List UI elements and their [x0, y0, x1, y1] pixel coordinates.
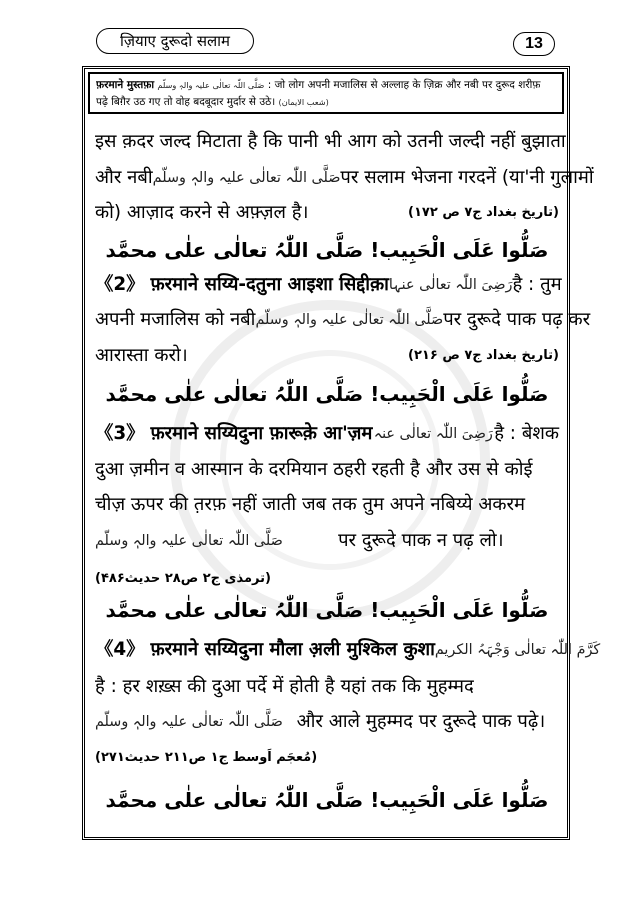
- page-number: 13: [525, 35, 543, 52]
- durood-line-3: صَلُّوا عَلَی الْحَبِیب! صَلَّی اللّٰہُ تعالٰی علٰی محمَّد: [105, 598, 549, 622]
- hadith2-line2-b: पर दुरूदे पाक पढ़ कर: [443, 309, 591, 330]
- hadith3-heading: फ़रमाने सय्यिदुना फ़ारूक़े आ'ज़म: [150, 423, 373, 444]
- salawat-3: صَلَّی اللّٰہ تعالٰی علیہ والہٖ وسلّم: [95, 533, 283, 549]
- hadith4-reference-row: [95, 742, 559, 772]
- hadith2-line-3: [95, 342, 559, 370]
- hadith3-line-4: [95, 527, 559, 555]
- hadith4-line-2: है : हर शख़्स की दुआ पर्दे में होती है यहां तक कि मुहम्मद: [95, 676, 474, 697]
- hadith3-honorific: رَضِیَ اللّٰہ تعالٰی عنہ: [373, 426, 493, 442]
- durood-line-1: صَلُّوا عَلَی الْحَبِیب! صَلَّی اللّٰہُ تعالٰی علٰی محمَّد: [105, 238, 549, 262]
- top-box-source: (شعب الایمان): [278, 97, 329, 107]
- book-title-badge: [96, 28, 254, 54]
- para1-reference: (تاریخ بغداد ج۷ ص ۱۷۲): [408, 205, 559, 220]
- hadith4-line-3: [95, 708, 559, 736]
- top-box-line-2: [96, 94, 556, 111]
- top-box-text-1: : जो लोग अपनी मजालिस से अल्लाह के ज़िक्र और नबी पर दुरूद शरीफ़: [267, 79, 541, 91]
- para1-line-1: इस क़दर जल्द मिटाता है कि पानी भी आग को उतनी जल्दी नहीं बुझाता: [95, 131, 566, 152]
- hadith2-heading-tail: है : तुम: [512, 274, 562, 295]
- salawat-2: صَلَّی اللّٰہ تعالٰی علیہ والہٖ وسلّم: [255, 312, 444, 328]
- top-hadith-box: [88, 72, 564, 114]
- hadith3-line4-text: पर दुरूदे पाक न पढ़ लो।: [338, 530, 504, 551]
- hadith2-line-2: [95, 306, 591, 334]
- hadith3-line-1: [95, 420, 559, 448]
- para1-line2-b: पर सलाम भेजना गरदनें (या'नी गुलामों: [340, 167, 594, 188]
- hadith4-honorific: کَرَّمَ اللّٰہ تعالٰی وَجْہَہُ الکریم: [434, 642, 601, 658]
- para1-line2-a: और नबी: [95, 167, 153, 188]
- hadith2-line2-a: अपनी मजालिस को नबी: [95, 309, 256, 330]
- durood-line-2: صَلُّوا عَلَی الْحَبِیب! صَلَّی اللّٰہُ تعالٰی علٰی محمَّد: [105, 382, 549, 406]
- hadith4-line3-b: और आले मुहम्मद पर दुरूदे पाक पढ़े।: [296, 711, 546, 732]
- hadith2-reference: (تاریخ بغداد ج۷ ص ۲۱۶): [408, 348, 559, 363]
- top-box-line-1: [96, 77, 556, 94]
- top-box-text-2: पढ़े बिग़ैर उठ गए तो वोह बदबूदार मुर्दार से उठे।: [96, 96, 276, 108]
- salawat-1: صَلَّی اللّٰہ تعالٰی علیہ والہٖ وسلّم: [152, 170, 341, 186]
- top-box-salutation: صَلَّی اللّٰہ تعالٰی علیہ والہٖ وسلّم: [157, 80, 265, 90]
- durood-line-4: صَلُّوا عَلَی الْحَبِیب! صَلَّی اللّٰہُ تعالٰی علٰی محمَّد: [105, 788, 549, 812]
- para1-line-3: [95, 199, 559, 227]
- top-box-label: फ़रमाने मुस्तफ़ा: [96, 79, 155, 91]
- hadith4-reference: (مُعجَم اَوسط ج۱ ص۲۱۱ حدیث۲۷۱): [95, 750, 318, 765]
- hadith3-line-2: दुआ ज़मीन व आस्मान के दरमियान ठहरी रहती है और उस से कोई: [95, 459, 533, 480]
- para1-line-2: [95, 164, 594, 192]
- book-title: ज़ियाए दुरूदो सलाम: [119, 32, 231, 50]
- hadith3-reference: (ترمذی ج۲ ص۲۸ حدیث۴۸۶): [95, 571, 271, 586]
- hadith3-reference-row: [95, 563, 559, 593]
- hadith3-heading-tail: है : बेशक: [494, 423, 559, 444]
- hadith4-heading: फ़रमाने सय्यिदुना मौला अ़ली मुश्किल कुशा: [150, 639, 435, 660]
- hadith2-line-1: [95, 271, 562, 299]
- hadith2-heading: फ़रमाने सय्यि-दतुना आइशा सिद्दीक़ा: [150, 274, 389, 295]
- hadith2-honorific: رَضِیَ اللّٰہ تعالٰی عنہا: [388, 277, 513, 293]
- hadith2-number: 《2》: [95, 274, 145, 295]
- hadith2-line3-text: आरास्ता करो।: [95, 345, 188, 366]
- hadith3-number: 《3》: [95, 423, 145, 444]
- salawat-4: صَلَّی اللّٰہ تعالٰی علیہ والہٖ وسلّم: [95, 714, 283, 730]
- hadith4-number: 《4》: [95, 639, 145, 660]
- para1-line3-text: को) आज़ाद करने से अफ़्ज़ल है।: [95, 202, 309, 223]
- page-number-badge: [513, 32, 555, 56]
- hadith4-line-1: [95, 636, 601, 664]
- hadith3-line-3: चीज़ ऊपर की त़रफ़ नहीं जाती जब तक तुम अपने नबिय्ये अकरम: [95, 494, 526, 515]
